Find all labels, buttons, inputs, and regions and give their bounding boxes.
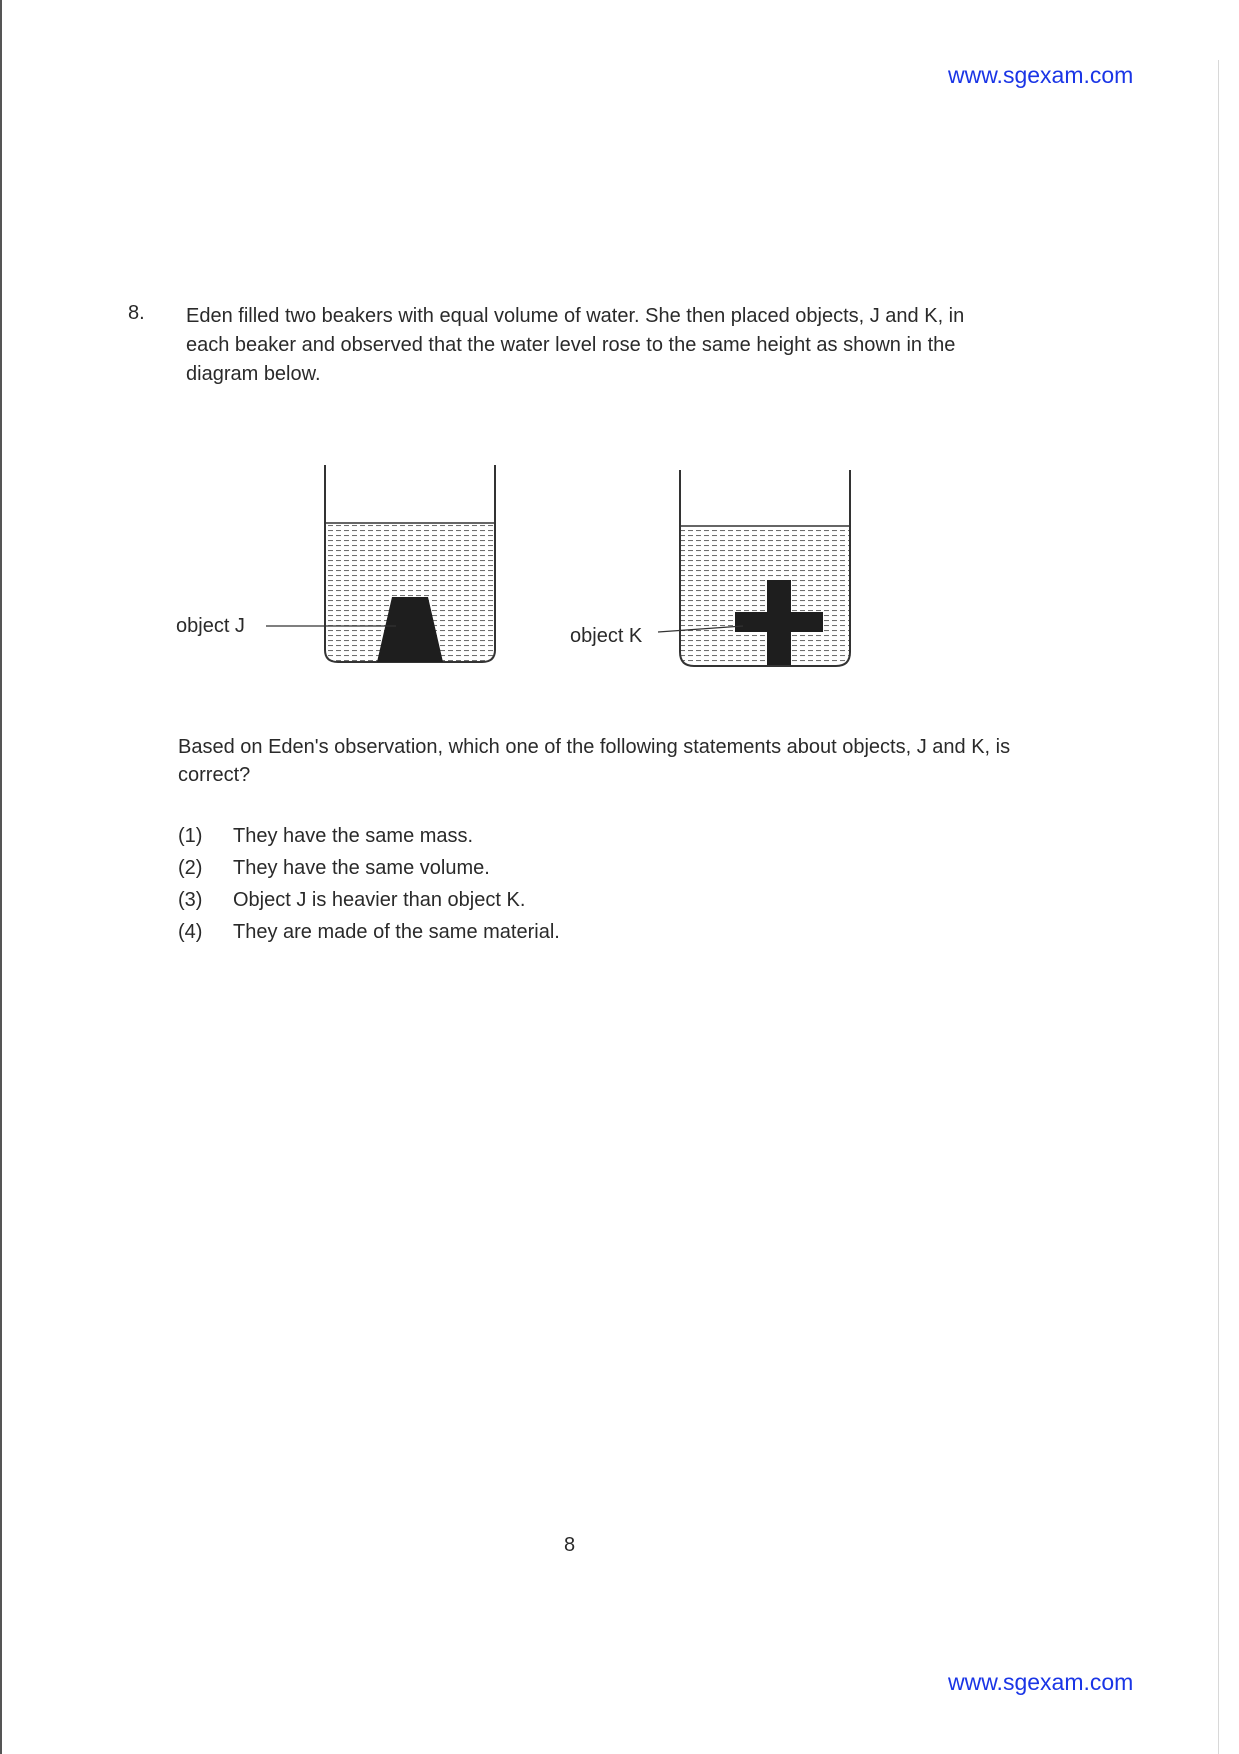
option-text: They have the same volume. — [233, 856, 490, 879]
label-object-k: object K — [570, 625, 643, 647]
option-number: (3) — [178, 888, 203, 911]
label-object-j: object J — [176, 615, 245, 637]
question-text: Eden filled two beakers with equal volume of water. She then placed objects, J and K, in each beaker and observed that the water level rose to the same height as shown in the diagram below. — [186, 305, 965, 385]
option-text: Object J is heavier than object K. — [233, 888, 526, 911]
beaker-diagram — [160, 440, 920, 680]
option-3 — [178, 884, 560, 916]
option-1 — [178, 820, 560, 852]
header-url: www.sgexam.com — [948, 62, 1134, 88]
beaker-j — [176, 465, 495, 670]
page-edge — [0, 0, 2, 1754]
water-k — [680, 520, 850, 670]
option-4 — [178, 916, 560, 948]
question-number: 8. — [128, 302, 145, 324]
option-text: They are made of the same material. — [233, 920, 560, 943]
option-number: (4) — [178, 920, 203, 943]
option-2 — [178, 852, 560, 884]
answer-options — [178, 820, 560, 948]
option-number: (2) — [178, 856, 203, 879]
footer-url: www.sgexam.com — [948, 1669, 1134, 1695]
page-edge — [1218, 60, 1219, 1754]
option-number: (1) — [178, 824, 203, 847]
question-prompt: Based on Eden's observation, which one of the following statements about objects, J and K, is correct? — [178, 736, 1011, 786]
option-text: They have the same mass. — [233, 824, 474, 847]
beaker-k — [570, 470, 850, 670]
page-number: 8 — [564, 1534, 576, 1556]
